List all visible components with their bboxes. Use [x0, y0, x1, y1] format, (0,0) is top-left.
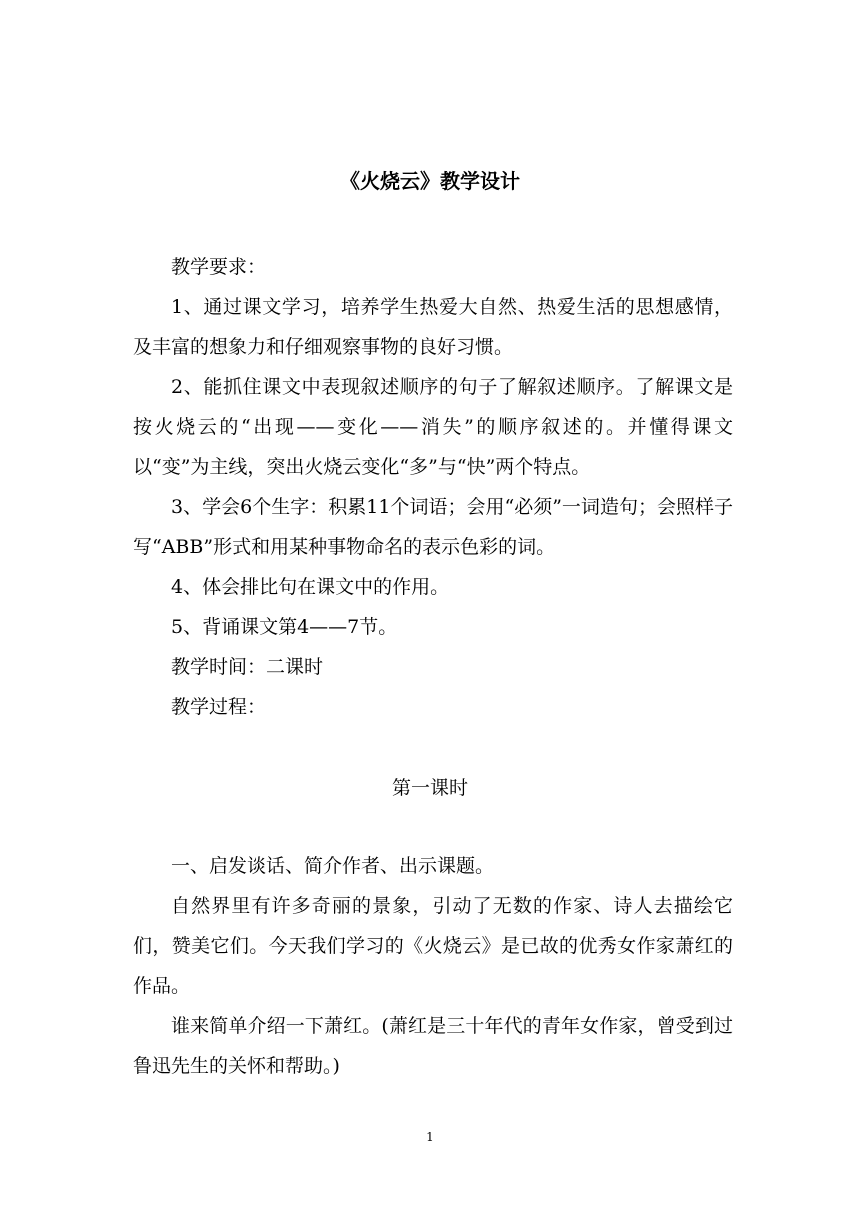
requirement-item-1: 1、通过课文学习，培养学生热爱大自然、热爱生活的思想感情，及丰富的想象力和仔细观察事物的良好习惯。 — [133, 296, 733, 358]
document-title: 《火烧云》教学设计 — [340, 169, 520, 193]
page-number: 1 — [426, 1130, 434, 1144]
body-paragraph-1: 自然界里有许多奇丽的景象，引动了无数的作家、诗人去描绘它们，赞美它们。今天我们学习的《火烧云》是已故的优秀女作家萧红的作品。 — [133, 895, 733, 997]
section-one-heading: 一、启发谈话、简介作者、出示课题。 — [171, 855, 495, 877]
body-paragraph-2: 谁来简单介绍一下萧红。(萧红是三十年代的青年女作家，曾受到过鲁迅先生的关怀和帮助。) — [133, 1015, 733, 1077]
requirement-item-4: 4、体会排比句在课文中的作用。 — [171, 576, 450, 598]
requirement-item-2: 2、能抓住课文中表现叙述顺序的句子了解叙述顺序。了解课文是按火烧云的“出现——变化——消失”的顺序叙述的。并懂得课文以“变”为主线，突出火烧云变化“多”与“快”两个特点。 — [133, 376, 733, 478]
requirement-item-3: 3、学会6个生字：积累11个词语；会用“必须”一词造句；会照样子写“ABB”形式和用某种事物命名的表示色彩的词。 — [133, 496, 733, 558]
process-heading: 教学过程： — [171, 696, 267, 718]
teaching-time: 教学时间：二课时 — [171, 656, 324, 678]
lesson-one-title: 第一课时 — [391, 777, 468, 799]
requirement-item-5: 5、背诵课文第4——7节。 — [171, 616, 398, 638]
requirements-heading: 教学要求： — [171, 256, 267, 278]
